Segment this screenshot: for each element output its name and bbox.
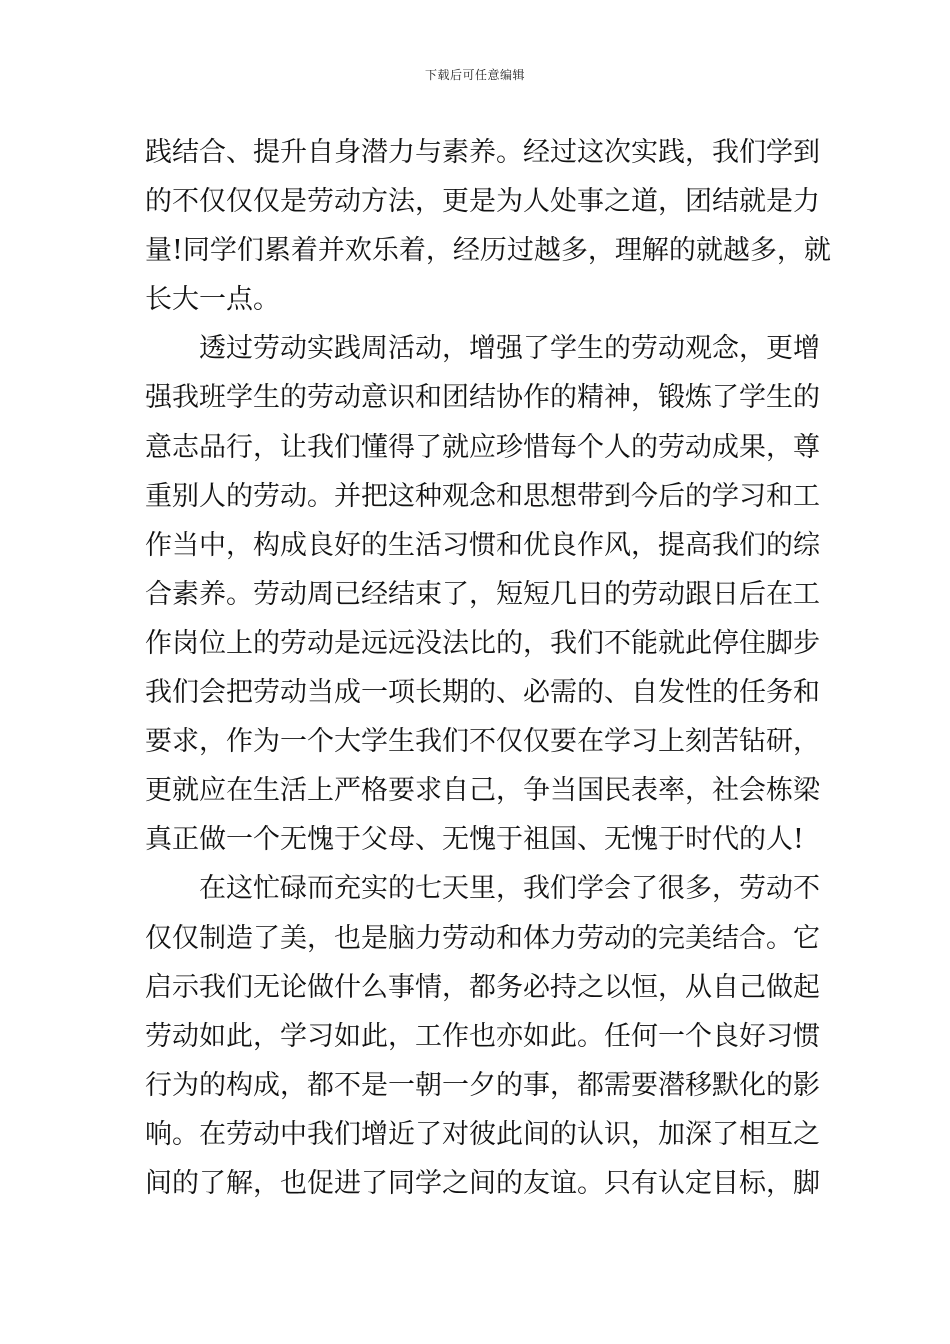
document-body bbox=[145, 128, 831, 1208]
text-line: 启示我们无论做什么事情，都务必持之以恒，从自己做起 bbox=[145, 971, 820, 1003]
text-line: 要求，作为一个大学生我们不仅仅要在学习上刻苦钻研， bbox=[145, 726, 820, 758]
text-line: 响。在劳动中我们增近了对彼此间的认识，加深了相互之 bbox=[145, 1118, 820, 1150]
text-line: 行为的构成，都不是一朝一夕的事，都需要潜移默化的影 bbox=[145, 1069, 820, 1101]
text-line: 作岗位上的劳动是远远没法比的，我们不能就此停住脚步 bbox=[145, 627, 820, 659]
text-line: 间的了解，也促进了同学之间的友谊。只有认定目标，脚 bbox=[145, 1167, 820, 1199]
text-line: 真正做一个无愧于父母、无愧于祖国、无愧于时代的人! bbox=[145, 824, 804, 856]
text-line: 的不仅仅仅是劳动方法，更是为人处事之道，团结就是力 bbox=[145, 186, 820, 218]
text-line: 践结合、提升自身潜力与素养。经过这次实践，我们学到 bbox=[145, 137, 820, 168]
text-line: 仅仅制造了美，也是脑力劳动和体力劳动的完美结合。它 bbox=[145, 922, 820, 954]
text-line: 我们会把劳动当成一项长期的、必需的、自发性的任务和 bbox=[145, 677, 820, 709]
text-line: 意志品行，让我们懂得了就应珍惜每个人的劳动成果，尊 bbox=[145, 431, 820, 463]
text-line: 长大一点。 bbox=[145, 284, 280, 316]
text-line: 量!同学们累着并欢乐着，经历过越多，理解的就越多，就 bbox=[145, 235, 831, 267]
text-line: 作当中，构成良好的生活习惯和优良作风，提高我们的综 bbox=[145, 529, 820, 561]
paragraph-3 bbox=[145, 864, 820, 1208]
text-line: 劳动如此，学习如此，工作也亦如此。任何一个良好习惯 bbox=[145, 1020, 820, 1052]
text-line: 在这忙碌而充实的七天里，我们学会了很多，劳动不 bbox=[199, 873, 820, 905]
text-line: 重别人的劳动。并把这种观念和思想带到今后的学习和工 bbox=[145, 480, 820, 512]
text-line: 更就应在生活上严格要求自己，争当国民表率，社会栋梁 bbox=[145, 775, 820, 807]
paragraph-2 bbox=[145, 324, 820, 864]
text-line: 合素养。劳动周已经结束了，短短几日的劳动跟日后在工 bbox=[145, 578, 820, 610]
page-header: 下载后可任意编辑 bbox=[424, 68, 525, 82]
text-line: 透过劳动实践周活动，增强了学生的劳动观念，更增 bbox=[199, 333, 820, 365]
paragraph-1 bbox=[145, 128, 831, 324]
text-line: 强我班学生的劳动意识和团结协作的精神，锻炼了学生的 bbox=[145, 382, 820, 414]
